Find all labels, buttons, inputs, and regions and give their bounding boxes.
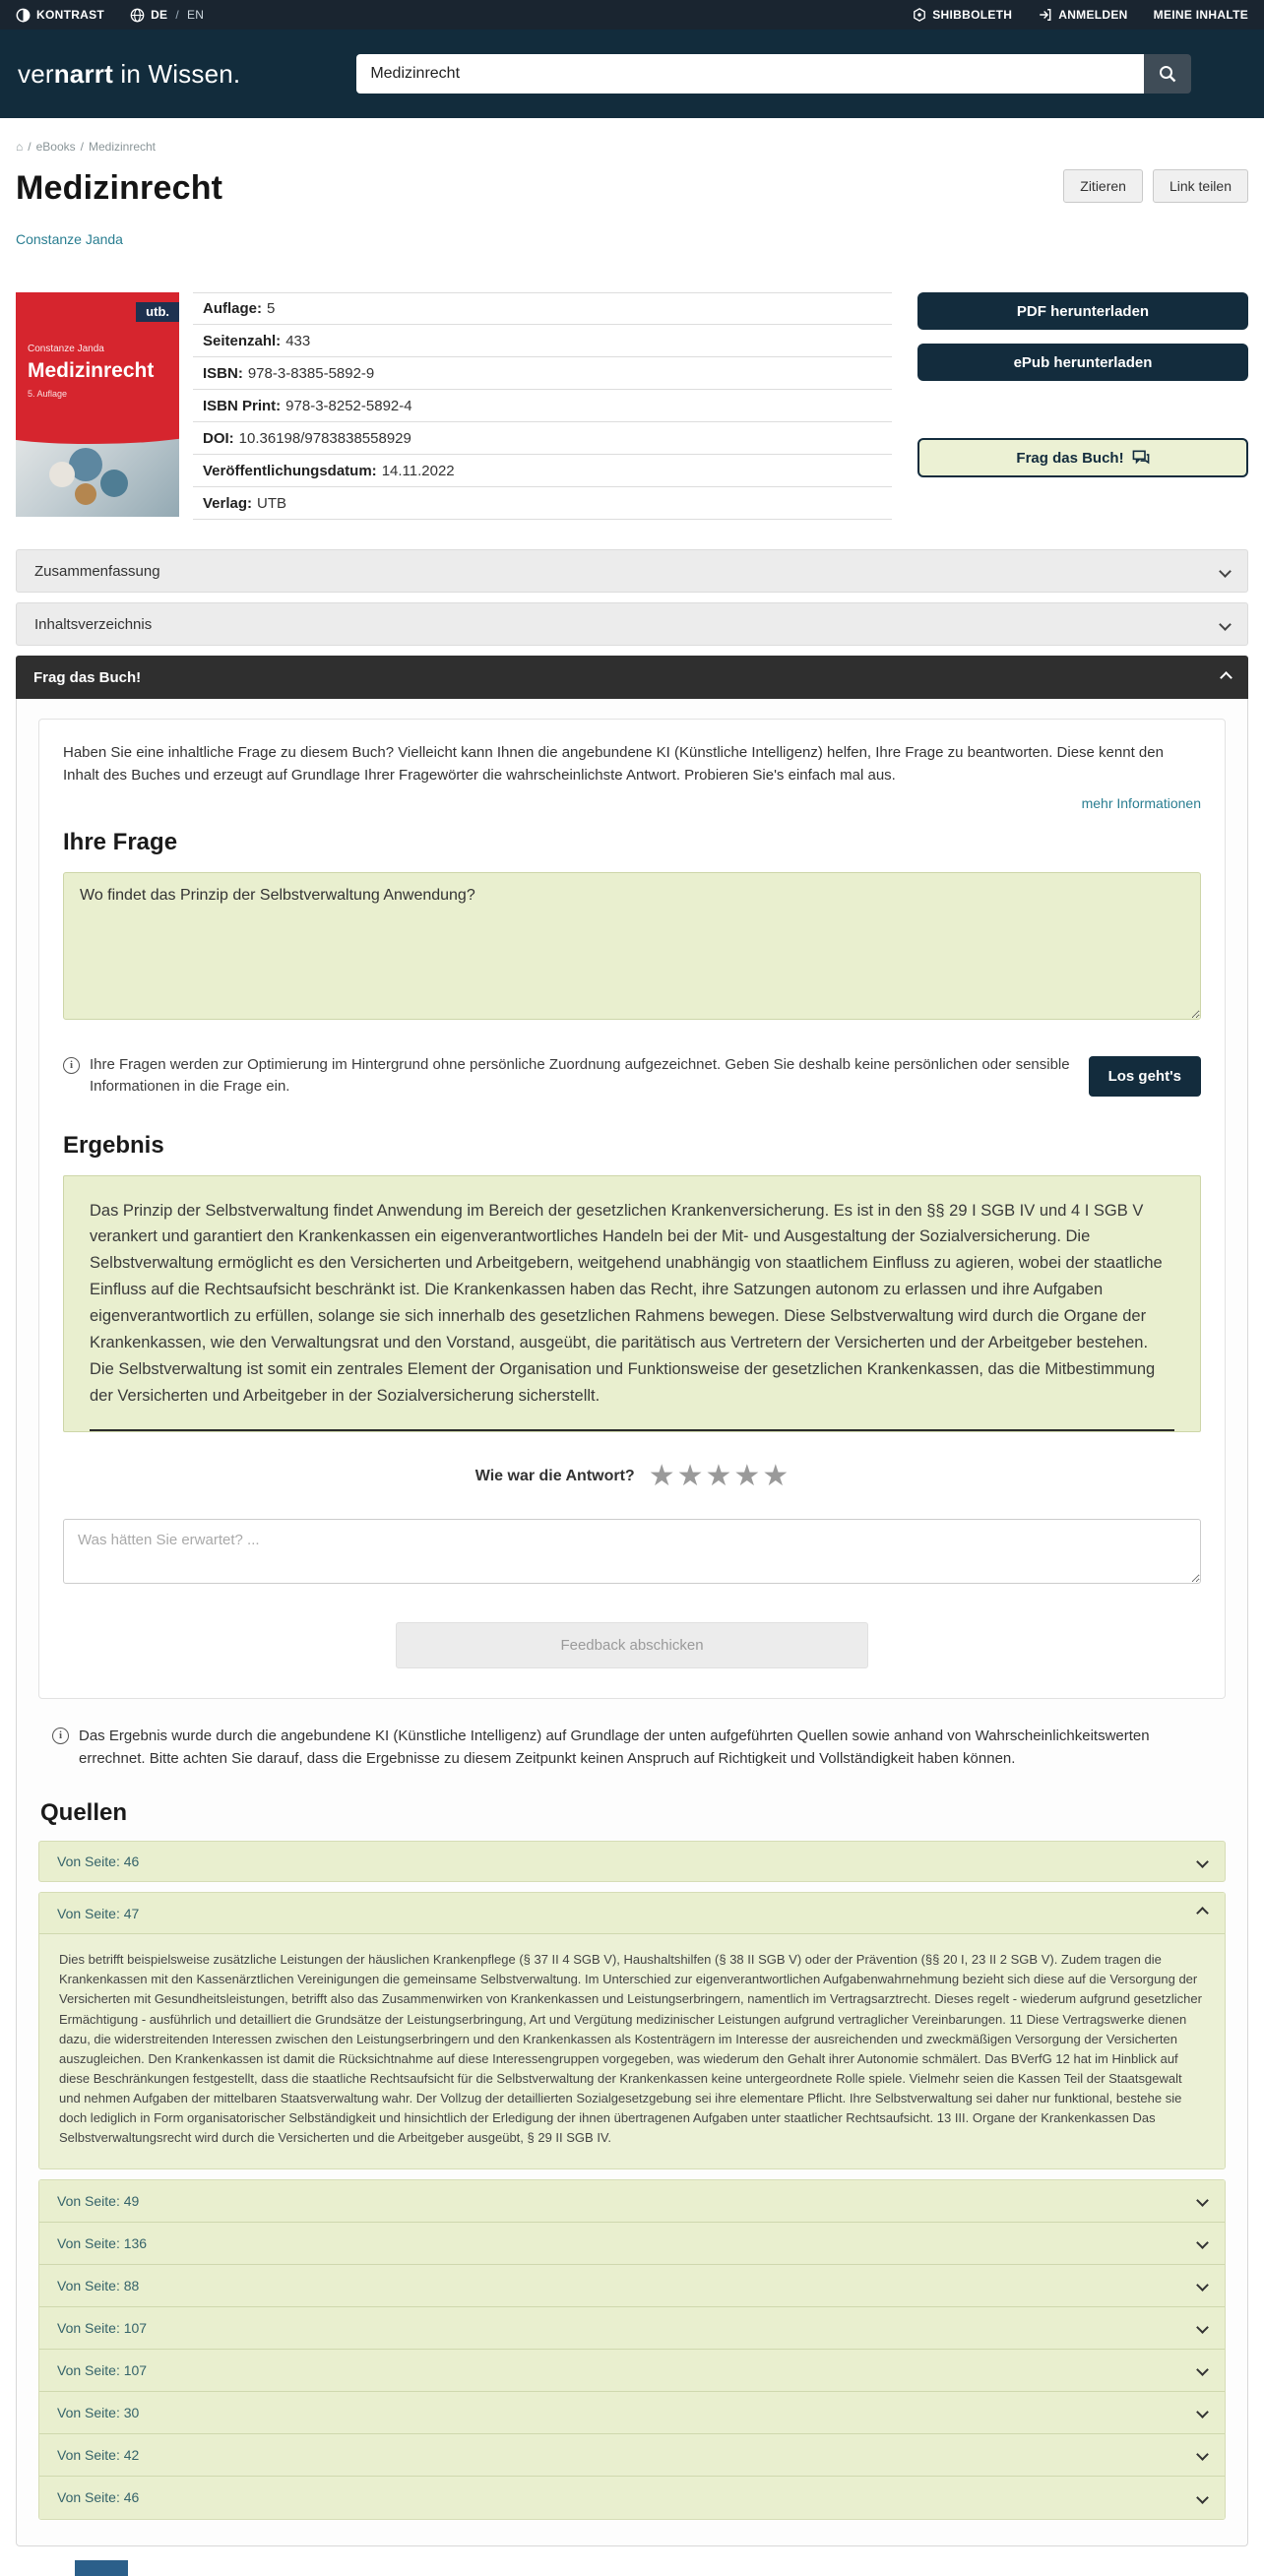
my-content-link[interactable] bbox=[1154, 8, 1248, 22]
contrast-toggle[interactable] bbox=[16, 8, 104, 23]
footer-fragment[interactable] bbox=[75, 2560, 128, 2576]
book-cover bbox=[16, 292, 179, 517]
book-metadata bbox=[193, 292, 892, 520]
cover-author: Constanze Janda bbox=[28, 344, 104, 354]
meta-row-isbn-print: ISBN Print: 978-3-8252-5892-4 bbox=[193, 390, 892, 422]
chevron-down-icon bbox=[1196, 2321, 1209, 2334]
logo-text-pre: ver bbox=[18, 58, 54, 89]
star-icon-3[interactable]: ★ bbox=[705, 1459, 732, 1492]
source-row-46b[interactable] bbox=[39, 2477, 1225, 2519]
accordion-zusammenfassung-label: Zusammenfassung bbox=[34, 562, 160, 580]
source-row-label: Von Seite: 42 bbox=[57, 2446, 140, 2463]
my-content-label: MEINE INHALTE bbox=[1153, 8, 1248, 22]
login-button[interactable] bbox=[1038, 8, 1127, 22]
search-button[interactable] bbox=[1144, 54, 1191, 94]
download-epub-button[interactable]: ePub herunterladen bbox=[917, 344, 1248, 381]
submit-question-button[interactable]: Los geht's bbox=[1089, 1056, 1201, 1097]
chat-icon bbox=[1132, 450, 1150, 466]
source-row-label: Von Seite: 47 bbox=[57, 1905, 140, 1921]
chevron-down-icon bbox=[1196, 2448, 1209, 2461]
shibboleth-login[interactable] bbox=[913, 8, 1012, 22]
chevron-down-icon bbox=[1219, 565, 1232, 578]
chevron-down-icon bbox=[1196, 1855, 1209, 1868]
accordion-frag-das-buch[interactable] bbox=[16, 656, 1248, 699]
privacy-hint-text: Ihre Fragen werden zur Optimierung im Hintergrund ohne persönliche Zuordnung aufgezeichnet. Geben Sie deshalb keine persönlichen oder sensible Informationen in die Frage ein. bbox=[90, 1055, 1070, 1095]
breadcrumb-separator: / bbox=[28, 140, 32, 154]
meta-row-pubdate: Veröffentlichungsdatum: 14.11.2022 bbox=[193, 455, 892, 487]
star-icon-2[interactable]: ★ bbox=[676, 1459, 704, 1492]
source-row-42[interactable] bbox=[39, 2434, 1225, 2477]
source-row-label: Von Seite: 49 bbox=[57, 2192, 140, 2209]
source-row-label: Von Seite: 88 bbox=[57, 2277, 140, 2293]
chevron-up-icon bbox=[1220, 671, 1232, 684]
site-logo[interactable] bbox=[18, 59, 240, 90]
source-row-107a[interactable] bbox=[39, 2307, 1225, 2350]
source-row-label: Von Seite: 46 bbox=[57, 1853, 140, 1870]
accordion-frag-das-buch-label: Frag das Buch! bbox=[33, 668, 142, 686]
utb-logo: utb. bbox=[136, 302, 179, 322]
search-input[interactable] bbox=[356, 54, 1144, 94]
language-switch bbox=[130, 8, 204, 23]
cover-edition: 5. Auflage bbox=[28, 389, 68, 399]
source-row-88[interactable] bbox=[39, 2265, 1225, 2307]
source-row-label: Von Seite: 46 bbox=[57, 2489, 140, 2506]
source-row-label: Von Seite: 136 bbox=[57, 2234, 148, 2251]
sources-heading: Quellen bbox=[40, 1799, 128, 1827]
info-icon: i bbox=[52, 1728, 69, 1744]
lang-en[interactable]: EN bbox=[186, 8, 205, 22]
ai-answer-text: Das Prinzip der Selbstverwaltung findet Anwendung im Bereich der gesetzlichen Krankenversicherung. Es ist in den §§ 29 I SGB IV und 4 I SGB V verankert und garantiert den Krankenkassen ein eigenverantwortliches Handeln bei der Mit- und Ausgestaltung der Sozialversicherung. Die Selbstverwaltung ermöglicht es den Versicherten und Arbeitgebern, weitgehend unabhängig von staatlichem Einfluss zu agieren, wobei der staatliche Einfluss auf die Rechtsaufsicht beschränkt ist. Die Krankenkassen haben das Recht, ihre Satzungen autonom zu erlassen und ihre Aufgaben eigenverantwortlich zu erfüllen, solange sie sich innerhalb des gesetzlichen Rahmens bewegen. Diese Selbstverwaltung wird durch die Organe der Krankenkassen, wie den Verwaltungsrat und den Vorstand, ausgeübt, die paritätisch aus Vertretern der Versicherten und der Arbeitgeber bestehen. Die Selbstverwaltung ist somit ein zentrales Element der Organisation und Funktionsweise der gesetzlichen Krankenkassen, das die Mitbestimmung der Versicherten und Arbeitgeber in der Sozialversicherung sicherstellt. bbox=[90, 1201, 1163, 1405]
lang-separator: / bbox=[175, 8, 179, 22]
meta-row-seitenzahl: Seitenzahl: 433 bbox=[193, 325, 892, 357]
panel-intro-text: Haben Sie eine inhaltliche Frage zu diesem Buch? Vielleicht kann Ihnen die angebundene KI (Künstliche Intelligenz) helfen, Ihre Frage zu beantworten. Diese kennt den Inhalt des Buches und erzeugt auf Grundlage Ihrer Fragewörter die wahrscheinlichste Antwort. Probieren Sie's einfach mal aus. bbox=[63, 744, 1164, 785]
chevron-down-icon bbox=[1219, 618, 1232, 631]
star-icon-5[interactable]: ★ bbox=[762, 1459, 790, 1492]
lang-de[interactable]: DE bbox=[151, 8, 168, 22]
home-icon[interactable]: ⌂ bbox=[16, 140, 24, 154]
source-row-107b[interactable] bbox=[39, 2350, 1225, 2392]
chevron-down-icon bbox=[1196, 2279, 1209, 2292]
breadcrumb-current: Medizinrecht bbox=[88, 140, 156, 154]
search-bar bbox=[356, 54, 1191, 94]
top-utility-bar bbox=[0, 0, 1264, 30]
submit-feedback-button[interactable]: Feedback abschicken bbox=[396, 1622, 868, 1668]
chevron-down-icon bbox=[1196, 2363, 1209, 2376]
source-row-136[interactable] bbox=[39, 2223, 1225, 2265]
download-pdf-button[interactable]: PDF herunterladen bbox=[917, 292, 1248, 330]
contrast-label: KONTRAST bbox=[36, 8, 105, 22]
info-icon: i bbox=[63, 1057, 80, 1074]
source-row-49[interactable] bbox=[39, 2180, 1225, 2223]
chevron-up-icon bbox=[1196, 1907, 1209, 1919]
answer-divider bbox=[90, 1429, 1174, 1431]
meta-row-verlag: Verlag: UTB bbox=[193, 487, 892, 520]
page-title: Medizinrecht bbox=[16, 169, 223, 207]
author-link[interactable]: Constanze Janda bbox=[16, 231, 123, 247]
search-icon bbox=[1158, 64, 1177, 84]
source-expanded-47 bbox=[38, 1892, 1226, 2168]
login-label: ANMELDEN bbox=[1058, 8, 1128, 22]
chevron-down-icon bbox=[1196, 2194, 1209, 2207]
meta-row-doi: DOI: 10.36198/9783838558929 bbox=[193, 422, 892, 455]
globe-icon bbox=[130, 8, 145, 23]
site-header bbox=[0, 30, 1264, 118]
question-card bbox=[38, 719, 1226, 1699]
star-icon-1[interactable]: ★ bbox=[648, 1459, 675, 1492]
logo-text-rest: in Wissen. bbox=[112, 58, 241, 89]
ask-the-book-panel bbox=[16, 699, 1248, 2546]
breadcrumb-ebooks[interactable]: eBooks bbox=[35, 140, 76, 154]
meta-row-isbn: ISBN: 978-3-8385-5892-9 bbox=[193, 357, 892, 390]
question-heading: Ihre Frage bbox=[63, 828, 178, 855]
cite-button[interactable]: Zitieren bbox=[1063, 169, 1143, 203]
chevron-down-icon bbox=[1196, 2406, 1209, 2419]
accordion-inhaltsverzeichnis-label: Inhaltsverzeichnis bbox=[34, 615, 153, 633]
feedback-textarea[interactable] bbox=[63, 1519, 1201, 1584]
privacy-hint bbox=[63, 1054, 1071, 1099]
login-icon bbox=[1038, 8, 1052, 22]
contrast-icon bbox=[16, 8, 31, 23]
logo-text-bold: narrt bbox=[53, 58, 113, 89]
chevron-down-icon bbox=[1196, 2491, 1209, 2504]
source-row-label: Von Seite: 107 bbox=[57, 2319, 148, 2336]
meta-row-auflage: Auflage: 5 bbox=[193, 292, 892, 325]
ai-disclaimer bbox=[52, 1725, 1212, 1771]
chevron-down-icon bbox=[1196, 2236, 1209, 2249]
ai-disclaimer-text: Das Ergebnis wurde durch die angebundene KI (Künstliche Intelligenz) auf Grundlage der unten aufgeführten Quellen sowie anhand von Wahrscheinlichkeitswerten errechnet. Bitte achten Sie darauf, dass die Ergebnisse zu diesem Zeitpunkt keinen Anspruch auf Richtigkeit und Vollständigkeit haben können. bbox=[79, 1727, 1150, 1767]
accordion-inhaltsverzeichnis[interactable] bbox=[16, 602, 1248, 646]
star-icon-4[interactable]: ★ bbox=[733, 1459, 761, 1492]
source-row-label: Von Seite: 107 bbox=[57, 2361, 148, 2378]
source-list bbox=[38, 2179, 1226, 2520]
more-information-link[interactable]: mehr Informationen bbox=[1081, 794, 1201, 811]
rating-label: Wie war die Antwort? bbox=[474, 1467, 635, 1484]
share-link-button[interactable]: Link teilen bbox=[1153, 169, 1248, 203]
star-rating bbox=[648, 1459, 790, 1492]
ai-answer-box bbox=[63, 1175, 1201, 1432]
source-row-30[interactable] bbox=[39, 2392, 1225, 2434]
source-row-46[interactable] bbox=[38, 1841, 1226, 1882]
result-heading: Ergebnis bbox=[63, 1131, 164, 1159]
source-row-47[interactable] bbox=[39, 1893, 1225, 1934]
question-textarea[interactable] bbox=[63, 872, 1201, 1020]
accordion-zusammenfassung[interactable] bbox=[16, 549, 1248, 593]
breadcrumb-separator: / bbox=[80, 140, 84, 154]
ask-the-book-label: Frag das Buch! bbox=[1016, 449, 1124, 467]
source-row-label: Von Seite: 30 bbox=[57, 2404, 140, 2420]
breadcrumb bbox=[16, 140, 1248, 154]
source-excerpt-text: Dies betrifft beispielsweise zusätzliche Leistungen der häuslichen Krankenpflege (§ 37 II 4 SGB V), Haushaltshilfen (§ 38 II SGB V) oder der Prävention (§§ 20 I, 23 II 2 SGB V). Zudem tragen die Krankenkassen mit den Kassenärztlichen Vereinigungen die gemeinsame Selbstverwaltung. Im Unterschied zur eigenverantwortlichen Aufgabenwahrnehmung bezieht sich diese auf die Versorgung der Versicherten mit Gesundheitsleistungen, betrifft also das Zusammenwirken von Krankenkassen und Leistungserbringern, namentlich im Vertragsarztrecht. Dieses regelt - wiederum aufgrund gesetzlicher Ermächtigung - ausführlich und detailliert die Grundsätze der Leistungserbringung, Art und Vergütung medizinischer Leistungen aufgrund vertraglicher Vereinbarungen. 11 Diese Vertragswerke dienen dazu, die widerstreitenden Interessen zwischen den Leistungserbringern und den Krankenkassen als Kostenträgern im Interesse der ausreichenden und zweckmäßigen Versorgung der Versicherten auszugleichen. Den Krankenkassen ist damit die Rücksichtnahme auf diese Interessengruppen vorgegeben, was wiederum den Gehalt ihrer Autonomie schmälert. Das BVerfG 12 hat im Hinblick auf diese Beschränkungen festgestellt, dass die staatliche Rechtsaufsicht für die Selbstverwaltung der Krankenkassen keine untergeordnete Rolle spiele. Vielmehr seien die Kassen Teil der Staatsgewalt und nehmen Aufgaben der mittelbaren Staatsverwaltung wahr. Der Vollzug der detaillierten Sozialgesetzgebung sei ihre elementare Pflicht. Ihre Selbstverwaltung sei daher nur funktional, bestehe sie doch lediglich in Form organisatorischer Selbständigkeit und hinsichtlich der Erledigung der ihnen übertragenen Aufgaben unter staatlicher Rechtsaufsicht. 13 III. Organe der Krankenkassen Das Selbstverwaltungsrecht wird durch die Versicherten und die Arbeitgeber ausgeübt, § 29 II SGB IV. bbox=[39, 1934, 1225, 2168]
ask-the-book-button[interactable] bbox=[917, 438, 1248, 477]
shibboleth-icon bbox=[913, 8, 926, 22]
cover-title: Medizinrecht bbox=[28, 359, 155, 382]
shibboleth-label: SHIBBOLETH bbox=[932, 8, 1013, 22]
